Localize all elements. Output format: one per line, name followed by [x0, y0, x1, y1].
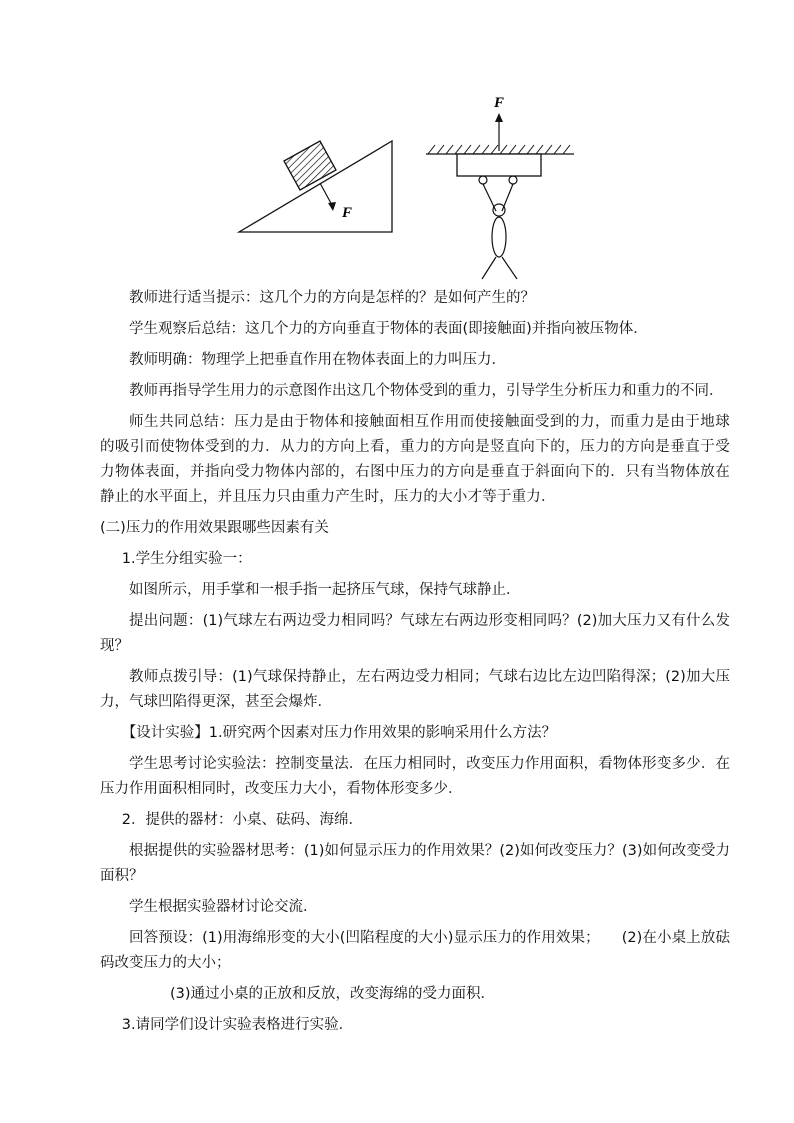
incline-force-arrowhead — [328, 202, 336, 211]
paragraph-16: 回答预设：(1)用海绵形变的大小(凹陷程度的大小)显示压力的作用效果； (2)在小桌上放砝码改变压力的大小； — [100, 930, 730, 971]
paragraph-15: 学生根据实验器材讨论交流． — [129, 899, 318, 915]
ceiling-force-label: F — [494, 95, 505, 111]
ceiling-force-arrowhead — [495, 113, 503, 122]
figure-canvas — [236, 93, 588, 285]
person-figure — [479, 176, 517, 279]
physics-figures — [236, 93, 588, 285]
paragraph-2: 学生观察后总结：这几个力的方向垂直于物体的表面(即接触面)并指向被压物体． — [129, 321, 648, 337]
hanging-figure — [426, 95, 574, 279]
section-heading: (二)压力的作用效果跟哪些因素有关 — [100, 520, 329, 536]
paragraph-9: 提出问题：(1)气球左右两边受力相同吗？气球左右两边形变相同吗？(2)加大压力又有什么发现？ — [100, 613, 730, 654]
paragraph-13: 2．提供的器材：小桌、砝码、海绵． — [121, 812, 363, 828]
paragraph-10: 教师点拨引导：(1)气球保持静止，左右两边受力相同；气球右边比左边凹陷得深；(2)加大压力，气球凹陷得更深，甚至会爆炸． — [100, 669, 730, 710]
paragraph-18: 3.请同学们设计实验表格进行实验． — [121, 1017, 354, 1033]
paragraph-8: 如图所示，用手掌和一根手指一起挤压气球，保持气球静止． — [129, 582, 521, 598]
incline-force-label: F — [342, 205, 353, 221]
paragraph-12: 学生思考讨论实验法：控制变量法．在压力相同时，改变压力作用面积，看物体形变多少．在压力作用面积相同时，改变压力大小，看物体形变多少． — [100, 756, 730, 797]
block-on-incline — [284, 141, 336, 190]
paragraph-17: (3)通过小桌的正放和反放，改变海绵的受力面积． — [170, 986, 496, 1002]
hanging-board — [457, 154, 541, 176]
paragraph-14: 根据提供的实验器材思考：(1)如何显示压力的作用效果？(2)如何改变压力？(3)如何改变受力面积？ — [100, 843, 730, 884]
paragraph-7: 1.学生分组实验一： — [121, 551, 252, 567]
paragraph-1: 教师进行适当提示：这几个力的方向是怎样的？是如何产生的？ — [129, 290, 535, 306]
document-body — [100, 286, 730, 1044]
incline-figure — [239, 141, 392, 232]
paragraph-5: 师生共同总结：压力是由于物体和接触面相互作用而使接触面受到的力，而重力是由于地球的吸引而使物体受到的力．从力的方向上看，重力的方向是竖直向下的，压力的方向是垂直于受力物体表面，并指向受力物体内部的，右图中压力的方向是垂直于斜面向下的．只有当物体放在静止的水平面上，并且压力只由重力产生时，压力的大小才等于重力． — [100, 414, 730, 505]
paragraph-4: 教师再指导学生用力的示意图作出这几个物体受到的重力，引导学生分析压力和重力的不同． — [129, 383, 724, 399]
paragraph-3: 教师明确：物理学上把垂直作用在物体表面上的力叫压力． — [129, 352, 506, 368]
paragraph-11: 【设计实验】1.研究两个因素对压力作用效果的影响采用什么方法？ — [121, 725, 557, 741]
